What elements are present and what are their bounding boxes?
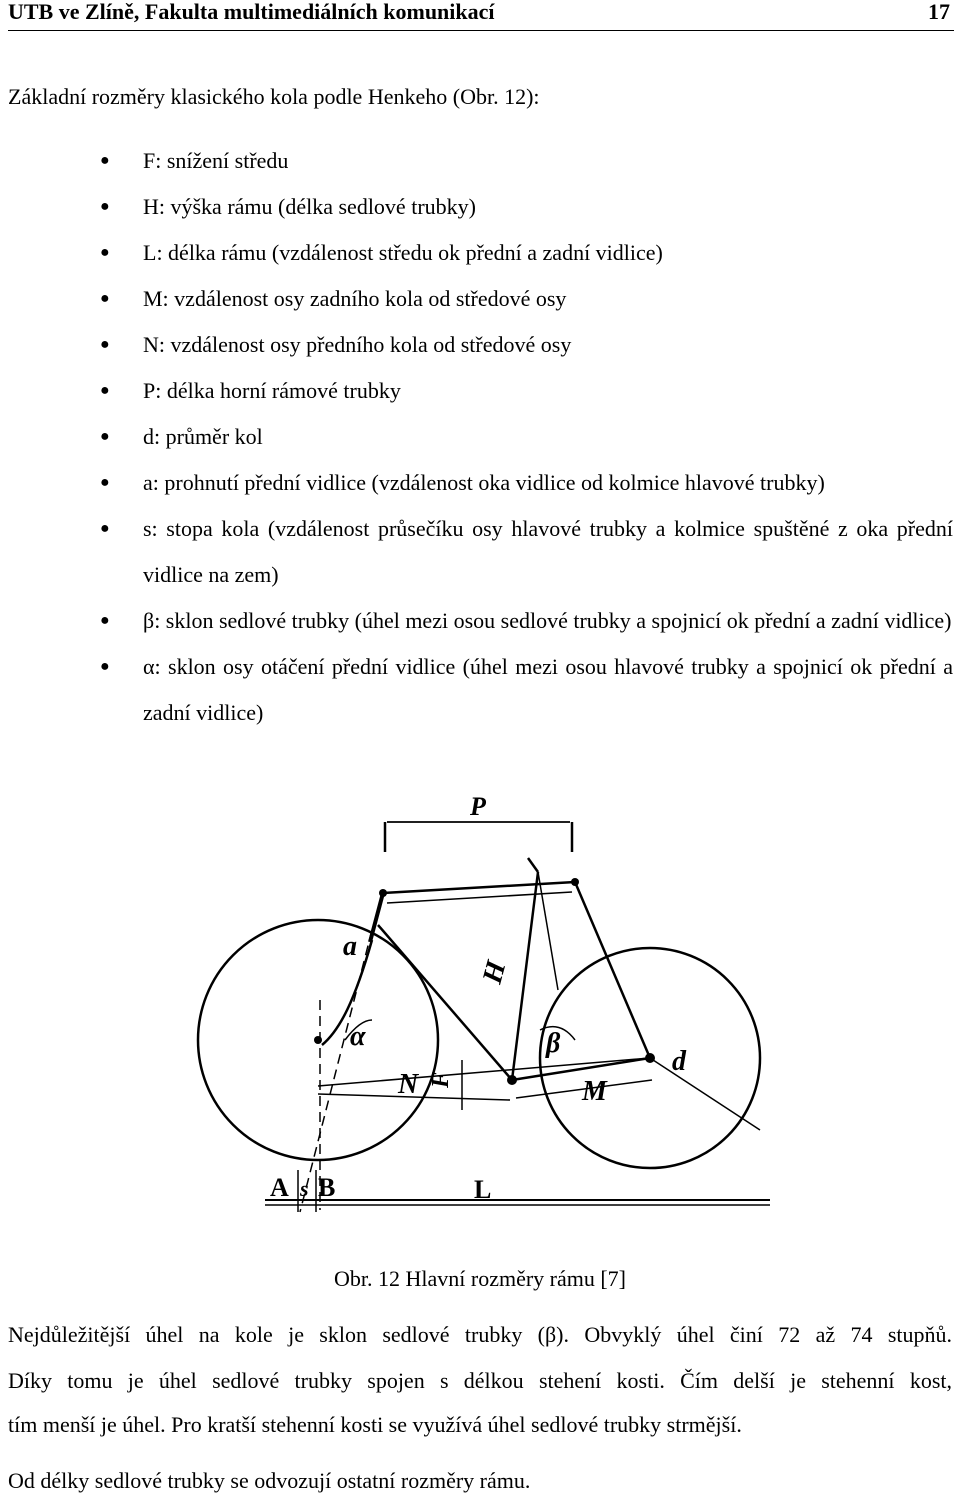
intro-text: Základní rozměry klasického kola podle Henkeho (Obr. 12): (8, 84, 540, 109)
bullet-icon: ● (100, 658, 110, 675)
label-F: F (428, 1071, 454, 1088)
paragraph-final: Od délky sedlové trubky se odvozují ostatní rozměry rámu. (8, 1468, 531, 1493)
page-number: 17 (928, 0, 950, 24)
bicycle-diagram (0, 780, 960, 1240)
bicycle-figure (0, 780, 960, 1240)
label-beta: β (546, 1028, 561, 1059)
label-L: L (474, 1175, 492, 1204)
label-alpha: α (350, 1021, 366, 1052)
label-P: P (470, 792, 486, 821)
list-item: ● L: délka rámu (vzdálenost středu ok přední a zadní vidlice) (0, 230, 960, 276)
bullet-icon: ● (100, 428, 110, 445)
chain-stay (512, 1058, 650, 1080)
bullet-icon: ● (100, 474, 110, 491)
label-N: N (398, 1069, 419, 1100)
list-item: ● α: sklon osy otáčení přední vidlice (úhel mezi osou hlavové trubky a spojnicí ok přední a zadní vidlice) (0, 644, 960, 736)
list-item: ● s: stopa kola (vzdálenost průsečíku osy hlavové trubky a kolmice spuštěné z oka přední vidlice na zem) (0, 506, 960, 598)
header-title: UTB ve Zlíně, Fakulta multimediálních komunikací (8, 0, 495, 24)
seat-stay (575, 882, 650, 1058)
label-s: s (300, 1176, 309, 1201)
label-M: M (582, 1076, 607, 1107)
bullet-icon: ● (100, 336, 110, 353)
dimension-list (0, 138, 960, 736)
bullet-icon: ● (100, 290, 110, 307)
bullet-icon: ● (100, 198, 110, 215)
list-item: ● a: prohnutí přední vidlice (vzdálenost oka vidlice od kolmice hlavové trubky) (0, 460, 960, 506)
list-item: ● F: snížení středu (0, 138, 960, 184)
down-tube (378, 925, 512, 1080)
top-tube (383, 882, 575, 893)
list-item: ● H: výška rámu (délka sedlové trubky) (0, 184, 960, 230)
bullet-icon: ● (100, 382, 110, 399)
bullet-icon: ● (100, 152, 110, 169)
bullet-icon: ● (100, 520, 110, 537)
label-A: A (270, 1173, 289, 1202)
list-item: ● P: délka horní rámové trubky (0, 368, 960, 414)
seat-tube (512, 872, 538, 1080)
label-d: d (672, 1046, 686, 1077)
bullet-icon: ● (100, 244, 110, 261)
label-B: B (318, 1173, 336, 1202)
paragraph-line: Díky tomu je úhel sedlové trubky spojen s délkou stehení kosti. Čím delší je stehenní kost, (8, 1368, 952, 1393)
list-item: ● β: sklon sedlové trubky (úhel mezi osou sedlové trubky a spojnicí ok přední a zadní vidlice) (0, 598, 960, 644)
list-item: ● M: vzdálenost osy zadního kola od středové osy (0, 276, 960, 322)
label-a: a (343, 931, 357, 962)
paragraph-line: tím menší je úhel. Pro kratší stehenní kosti se využívá úhel sedlové trubky strmější. (8, 1412, 742, 1437)
list-item: ● d: průměr kol (0, 414, 960, 460)
figure-caption: Obr. 12 Hlavní rozměry rámu [7] (333, 1266, 627, 1291)
list-item: ● N: vzdálenost osy předního kola od středové osy (0, 322, 960, 368)
page-header (8, 0, 954, 31)
label-H: H (476, 957, 513, 987)
paragraph-line: Nejdůležitější úhel na kole je sklon sedlové trubky (β). Obvyklý úhel činí 72 až 74 stupňů. (8, 1322, 952, 1347)
bullet-icon: ● (100, 612, 110, 629)
